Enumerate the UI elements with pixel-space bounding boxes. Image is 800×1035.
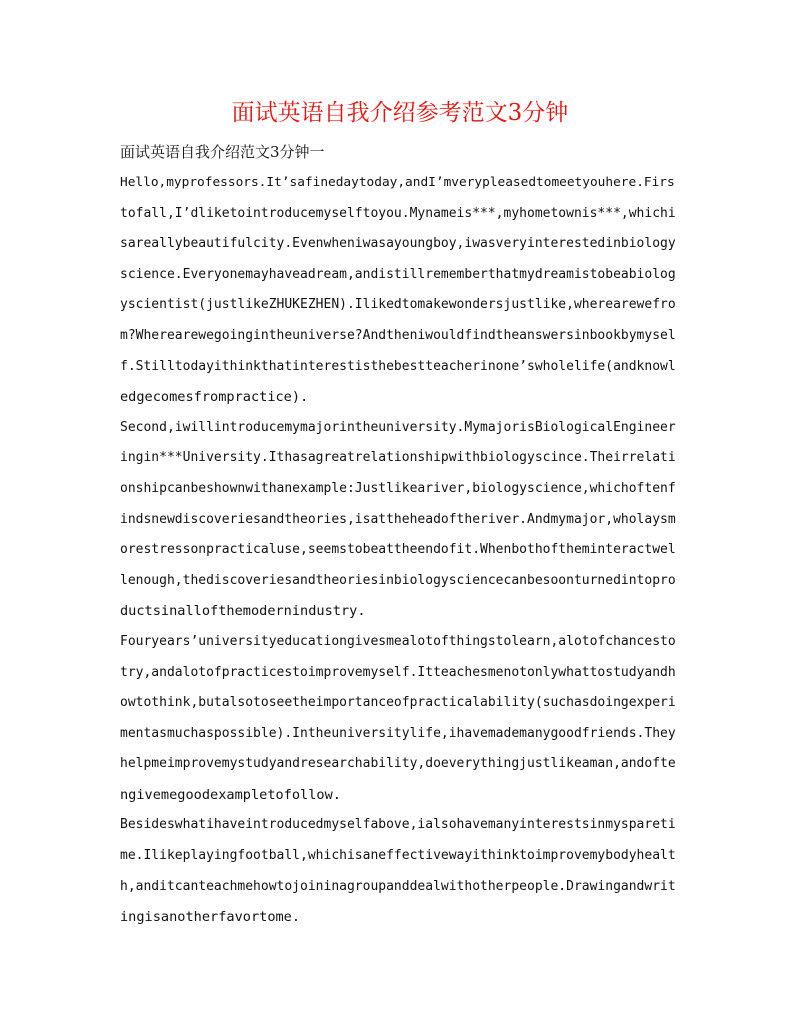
text-line: ingin***University.Ithasagreatrelationshipwithbiologyscince.Theirrelati <box>120 450 676 466</box>
text-line: Besideswhatihaveintroducedmyselfabove,ialsohavemanyinterestsinmyspareti <box>120 817 676 833</box>
text-line: ingisanotherfavortome. <box>120 909 301 926</box>
text-line: ductsinallofthemodernindustry. <box>120 603 366 620</box>
text-line: Fouryears’universityeducationgivesmealotofthingstolearn,alotofchancesto <box>120 633 676 649</box>
document-body <box>120 168 680 933</box>
text-line: indsnewdiscoveriesandtheories,isattheheadoftheriver.Andmymajor,wholaysm <box>120 511 676 527</box>
text-line: h,anditcanteachmehowtojoininagroupanddealwithotherpeople.Drawingandwrit <box>120 878 676 894</box>
text-line: lenough,thediscoveriesandtheoriesinbiologysciencecanbesoonturnedintopro <box>120 572 676 588</box>
text-line: ngivemegoodexampletofollow. <box>120 786 341 803</box>
text-line: try,andalotofpracticestoimprovemyself.Itteachesmenotonlywhattostudyandh <box>120 664 676 680</box>
text-line: tofall,I’dliketointroducemyselftoyou.Mynameis***,myhometownis***,whichi <box>120 205 676 221</box>
text-line: sareallybeautifulcity.Evenwheniwasayoungboy,iwasveryinterestedinbiology <box>120 236 676 252</box>
text-line: edgecomesfrompractice). <box>120 389 309 406</box>
text-line: f.Stilltodayithinkthatinterestisthebestteacherinone’swholelife(andknowl <box>120 358 676 374</box>
text-line: yscientist(justlikeZHUKEZHEN).Ilikedtomakewondersjustlike,wherearewefro <box>120 297 676 313</box>
text-line: mentasmuchaspossible).Intheuniversitylife,ihavemademanygoodfriends.They <box>120 725 676 741</box>
text-line: Hello,myprofessors.It’safinedaytoday,andI’mverypleasedtomeetyouhere.Firs <box>120 175 675 190</box>
text-line: orestressonpracticaluse,seemstobeattheendofit.Whenbothoftheminteractwel <box>120 542 676 558</box>
document-subtitle: 面试英语自我介绍范文3分钟一 <box>120 143 325 161</box>
text-line: me.Ilikeplayingfootball,whichisaneffectivewayithinktoimprovemybodyhealt <box>120 848 676 864</box>
text-line: helpmeimprovemystudyandresearchability,doeverythingjustlikeaman,andofte <box>120 756 676 772</box>
document-title: 面试英语自我介绍参考范文3分钟 <box>231 100 569 126</box>
text-line: Second,iwillintroducemymajorintheuniversity.MymajorisBiologicalEngineer <box>120 419 676 435</box>
text-line: m?Wherearewegoingintheuniverse?Andtheniwouldfindtheanswersinbookbymysel <box>120 327 676 343</box>
text-line: science.Everyonemayhaveadream,andistillrememberthatmydreamistobeabiolog <box>120 266 676 282</box>
text-line: onshipcanbeshownwithanexample:Justlikeariver,biologyscience,whichoftenf <box>120 480 676 496</box>
text-line: owtothink,butalsotoseetheimportanceofpracticalability(suchasdoingexperi <box>120 695 676 711</box>
